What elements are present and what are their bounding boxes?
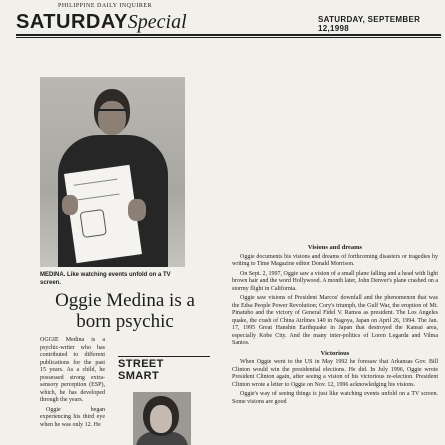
article-headline: Oggie Medina is a born psychic [55, 290, 195, 332]
masthead-rule-thin [16, 37, 441, 38]
newspaper-name: PHILIPPINE DAILY INQUIRER [58, 3, 153, 9]
paragraph: On Sept. 2, 1997, Oggie saw a vision of a small plane falling and a head with light brown hair and the word Hollywood. A month later, John Denver's plane crashed on a stormy flight in California. [232, 270, 438, 292]
section-subheading: Victorious [320, 349, 350, 357]
masthead-rule [16, 34, 441, 36]
paragraph: Oggie documents his visions and dreams of forthcoming disasters or tragedies by writing to Time Magazine editor Donald Morrison. [232, 253, 438, 267]
section-title-bold: SATURDAY [16, 11, 128, 33]
sidebar-title-line: STREET [118, 358, 164, 370]
paragraph: Oggie's way of seeing things is just like watching events unfold on a TV screen. Some visions are good [232, 391, 438, 405]
paragraph: OGGIE Medina is a psychic-writer who has contributed to different publications for the past 15 years. As a child, he possessed strong extra-sensory perception (ESP), which, he has developed through the years. [40, 337, 105, 403]
paragraph: Oggie saw visions of President Marcos' downfall and the phenomenon that was the Edsa People Power Revolution; Cory's triumph, the Gulf War, the eruption of Mt. Pinatubo and the victory of General Fidel V. Ramos as president. The Los Angeles quake, the crash of China Airlines 140 in Nagoya, Japan on April 26, 1994. The Jan. 17, 1995 Great Hanshin Earthquake in Japan that destroyed the Kansai area, especially Kobe City. And the many inter-politics of Loren Legarda and Vilma Santos. [232, 295, 438, 346]
paragraph: When Oggie went to the US in May 1992 he foresaw that Arkansas Gov. Bill Clinton would win the presidential elections. He did. In July 1996, Oggie wrote President Clinton again, after seeing a vision of his victorious re-election. President Clinton wrote a letter to Oggie on Nov. 12, 1996 acknowledging his visions. [232, 359, 438, 388]
sidebar-photo [133, 392, 191, 445]
article-body-left [40, 337, 105, 431]
sidebar-rule [118, 356, 210, 357]
section-heading: Visions and dreams [307, 244, 363, 251]
sidebar-title-line: SMART [118, 370, 160, 382]
section-title-italic: Special [127, 11, 187, 33]
paragraph: Oggie began experiencing his third eye when he was only 12. He [40, 406, 105, 428]
sidebar-title [118, 358, 164, 382]
issue-date: SATURDAY, SEPTEMBER 12,1998 [318, 15, 421, 33]
portrait-photo [40, 77, 185, 267]
photo-caption: MEDINA. Like watching events unfold on a TV screen. [40, 272, 171, 286]
section-title [16, 11, 187, 33]
article-body-right [232, 244, 438, 408]
